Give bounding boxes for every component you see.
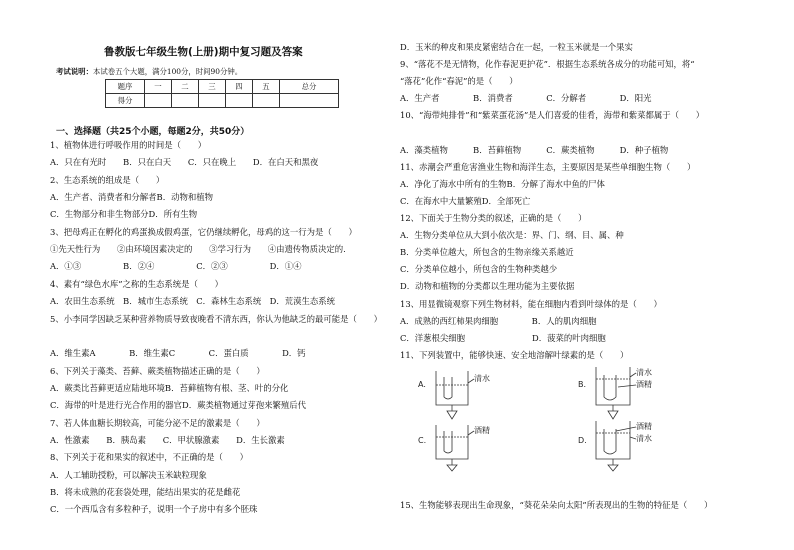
- apparatus-d-label-bottom: 清水: [636, 434, 652, 443]
- score-table-score-row: [106, 94, 339, 108]
- left-line: C．一个西瓜含有多粒种子，说明一个子房中有多个胚珠: [50, 504, 258, 515]
- left-line: A．性激素 B．胰岛素 C．甲状腺激素 D．生长激素: [50, 434, 285, 445]
- score-header-cell: 一: [145, 80, 172, 94]
- right-line: A．成熟的西红柿果肉细胞 B．人的肌肉细胞: [400, 315, 597, 326]
- apparatus-b: [596, 367, 636, 419]
- left-line: 2、生态系统的组成是（ ）: [50, 174, 165, 185]
- score-cell: [226, 94, 253, 108]
- right-line: A．藻类植物 B．苔藓植物 C．蕨类植物 D．种子植物: [400, 144, 669, 155]
- score-cell: [253, 94, 280, 108]
- right-line: A．净化了海水中所有的生物B．分解了海水中鱼的尸体: [400, 178, 605, 189]
- apparatus-d: [596, 421, 636, 471]
- score-header-cell: 四: [226, 80, 253, 94]
- apparatus-a-label: 清水: [474, 374, 490, 383]
- right-line: “落花”化作“春泥”的是（ ）: [400, 76, 518, 87]
- apparatus-c-label: 酒精: [474, 426, 490, 435]
- left-line: 4、素有“绿色水库”之称的生态系统是（ ）: [50, 278, 224, 289]
- left-line: A．生产者、消费者和分解者B．动物和植物: [50, 192, 213, 203]
- right-line: D．动物和植物的分类都以生理功能为主要依据: [400, 281, 575, 292]
- left-line: 5、小李同学因缺乏某种营养物质导致夜晚看不清东西，你认为他缺乏的最可能是（ ）: [50, 313, 382, 324]
- score-row-label: 得分: [106, 94, 145, 108]
- left-line: A．维生素A B．维生素C C．蛋白质 D．钙: [50, 348, 306, 359]
- left-line: A．蕨类比苔藓更适应陆地环境B．苔藓植物有根、茎、叶的分化: [50, 382, 289, 393]
- apparatus-c-letter: C.: [418, 436, 427, 445]
- right-line: 11、赤潮会严重危害渔业生物和海洋生态，主要原因是某些单细胞生物（ ）: [400, 161, 696, 172]
- score-header-cell: 二: [172, 80, 199, 94]
- right-line: A．生物分类单位从大到小依次是：界、门、纲、目、属、种: [400, 230, 624, 241]
- apparatus-b-label-bottom: 酒精: [636, 380, 652, 389]
- left-line: 3、把母鸡正在孵化的鸡蛋换成假鸡蛋，它仍继续孵化，母鸡的这一行为是（ ）: [50, 226, 357, 237]
- score-table: [105, 79, 339, 108]
- left-line: A．农田生态系统 B．城市生态系统 C．森林生态系统 D．荒漠生态系统: [50, 296, 335, 307]
- score-cell: [280, 94, 339, 108]
- apparatus-d-letter: D.: [578, 436, 587, 445]
- right-line: D．玉米的种皮和果皮紧密结合在一起，一粒玉米就是一个果实: [400, 42, 633, 52]
- right-line: 12、下面关于生物分类的叙述，正确的是（ ）: [400, 213, 587, 223]
- left-line: ①先天性行为 ②由环境因素决定的 ③学习行为 ④由遗传物质决定的.: [50, 244, 346, 255]
- left-line: C．生物部分和非生物部分D．所有生物: [50, 209, 198, 220]
- right-line: C．分类单位越小，所包含的生物种类越少: [400, 264, 558, 275]
- score-table-header-row: [106, 80, 339, 94]
- exam-note: [56, 66, 242, 77]
- left-line: A．人工辅助授粉，可以解决玉米缺粒现象: [50, 469, 207, 480]
- score-cell: [199, 94, 226, 108]
- right-line: C．在海水中大量繁殖D．全部死亡: [400, 195, 531, 206]
- apparatus-b-letter: B.: [578, 380, 587, 389]
- apparatus-a: [436, 371, 474, 419]
- right-line: 9、“落花不是无情物，化作春泥更护花”．根据生态系统各成分的功能可知，将“: [400, 59, 695, 70]
- right-line: 15、生物能够表现出生命现象，“葵花朵朵向太阳”所表现出的生物的特征是（ ）: [400, 499, 713, 510]
- left-line: A．只在有光时 B．只在白天 C．只在晚上 D．在白天和黑夜: [50, 157, 319, 168]
- page-title: 鲁教版七年级生物(上册)期中复习题及答案: [104, 46, 303, 58]
- left-line: B．将未成熟的花套袋处理，能结出果实的花是雌花: [50, 487, 241, 497]
- score-cell: [172, 94, 199, 108]
- left-line: 6、下列关于藻类、苔藓、蕨类植物描述正确的是（ ）: [50, 365, 265, 376]
- score-cell: [145, 94, 172, 108]
- right-line: 10、“海带炖排骨”和“紫菜蛋花汤”是人们喜爱的佳肴，海带和紫菜都属于（ ）: [400, 110, 705, 121]
- score-header-cell: 题序: [106, 80, 145, 94]
- apparatus-diagram: [418, 363, 718, 473]
- apparatus-d-label-top: 酒精: [636, 422, 652, 431]
- score-header-cell: 总分: [280, 80, 339, 94]
- apparatus-b-label-top: 清水: [636, 368, 652, 377]
- exam-note-text: 本试卷五个大题，满分100分，时间90分钟。: [92, 67, 243, 76]
- left-line: 7、若人体血糖长期较高，可能分泌不足的激素是（ ）: [50, 417, 265, 428]
- left-line: C．海带的叶是进行光合作用的器官D．蕨类植物通过芽孢来繁殖后代: [50, 400, 306, 411]
- right-line: C．洋葱根尖细胞 D．菠菜的叶肉细胞: [400, 332, 606, 343]
- right-line: 11、下列装置中，能够快速、安全地溶解叶绿素的是（ ）: [400, 349, 629, 360]
- right-line: A．生产者 B．消费者 C．分解者 D．阳光: [400, 93, 652, 104]
- score-header-cell: 五: [253, 80, 280, 94]
- section-heading: 一、选择题（共25个小题，每题2分，共50分）: [56, 127, 250, 137]
- right-line: B．分类单位越大，所包含的生物亲缘关系越近: [400, 247, 574, 258]
- left-line: A．①③ B．②④ C．②③ D．①④: [50, 261, 302, 272]
- apparatus-a-letter: A.: [418, 380, 426, 389]
- score-header-cell: 三: [199, 80, 226, 94]
- exam-note-label: 考试说明：: [56, 67, 93, 76]
- left-line: 1、植物体进行呼吸作用的时间是（ ）: [50, 140, 207, 150]
- left-line: 8、下列关于花和果实的叙述中，不正确的是（ ）: [50, 452, 248, 463]
- right-line: 13、用显微镜观察下列生物材料，能在细胞内看到叶绿体的是（ ）: [400, 298, 662, 309]
- apparatus-c: [436, 425, 474, 471]
